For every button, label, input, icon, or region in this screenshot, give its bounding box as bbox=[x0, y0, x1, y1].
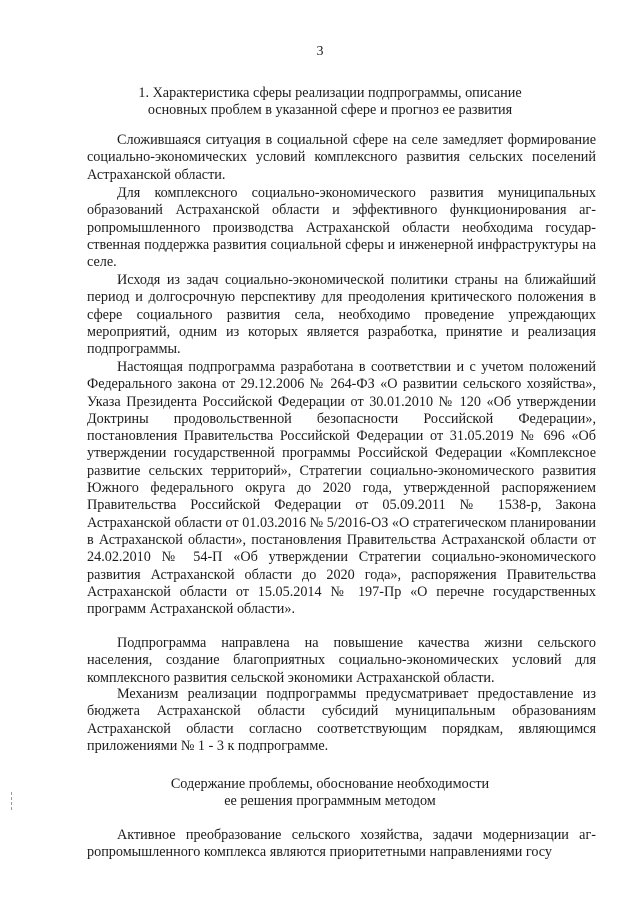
section-heading-line-1: 1. Характеристика сферы реализации подпрограммы, описание bbox=[138, 85, 522, 101]
paragraph-5: Подпрограмма направлена на повышение качества жизни сельского населения, создание благоприятных социально-экономических условий для комплексного развития сельской экономики Астраханской области. bbox=[87, 635, 596, 686]
paragraph-3: Исходя из задач социально-экономической политики страны на ближайший период и долгосрочную перспективу для преодоления критического положения в сфере социального развития села, необходимо проведение упреждающих мероприятий, одним из которых является разработка, принятие и реализация подпрограммы. bbox=[87, 272, 596, 358]
subsection-heading-line-1: Содержание проблемы, обоснование необходимости bbox=[170, 776, 490, 792]
paragraph-7: Активное преобразование сельского хозяйства, задачи модернизации агропромышленного комплекса являются приоритетными направлениями госу bbox=[87, 827, 596, 861]
section-heading bbox=[110, 85, 550, 119]
page-number: 3 bbox=[316, 44, 324, 59]
paragraph-2: Для комплексного социально-экономического развития муниципальных образований Астраханской области и эффективного функционирования агропромышленного производства Астраханской области необходима государственная поддержка развития социальной сферы и инженерной инфраструктуры на селе. bbox=[87, 185, 596, 271]
scan-margin-mark bbox=[11, 792, 13, 810]
paragraph-1: Сложившаяся ситуация в социальной сфере на селе замедляет формирование социально-экономических условий комплексного развития сельских поселений Астраханской области. bbox=[87, 132, 596, 183]
paragraph-6: Механизм реализации подпрограммы предусматривает предоставление из бюджета Астраханской области субсидий муниципальным образованиям Астраханской области согласно соответствующим порядкам, являющимся приложениями № 1 - 3 к подпрограмме. bbox=[87, 686, 596, 754]
section-heading-line-2: основных проблем в указанной сфере и прогноз ее развития bbox=[147, 102, 513, 118]
paragraph-4: Настоящая подпрограмма разработана в соответствии и с учетом положений Федерального закона от 29.12.2006 № 264-ФЗ «О развитии сельского хозяйства», Указа Президента Российской Федерации от 30.01.2010 № 120 «Об утверждении Доктрины продовольственной безопасности Российской Федерации», постановления Правительства Российской Федерации от 31.05.2019 № 696 «Об утверждении государственной программы Российской Федерации «Комплексное развитие сельских территорий», Стратегии социально-экономического развития Южного федерального округа до 2020 года, утвержденной распоряжением Правительства Российской Федерации от 05.09.2011 № 1538-р, Закона Астраханской области от 01.03.2016 № 5/2016-ОЗ «О стратегическом планировании в Астраханской области», постановления Правительства Астраханской области от 24.02.2010 № 54-П «Об утверждении Стратегии социально-экономического развития Астраханской области до 2020 года», распоряжения Правительства Астраханской области от 15.05.2014 № 197-Пр «О перечне государственных программ Астраханской области». bbox=[87, 359, 596, 618]
subsection-heading bbox=[110, 776, 550, 810]
subsection-heading-line-2: ее решения программным методом bbox=[224, 793, 436, 809]
